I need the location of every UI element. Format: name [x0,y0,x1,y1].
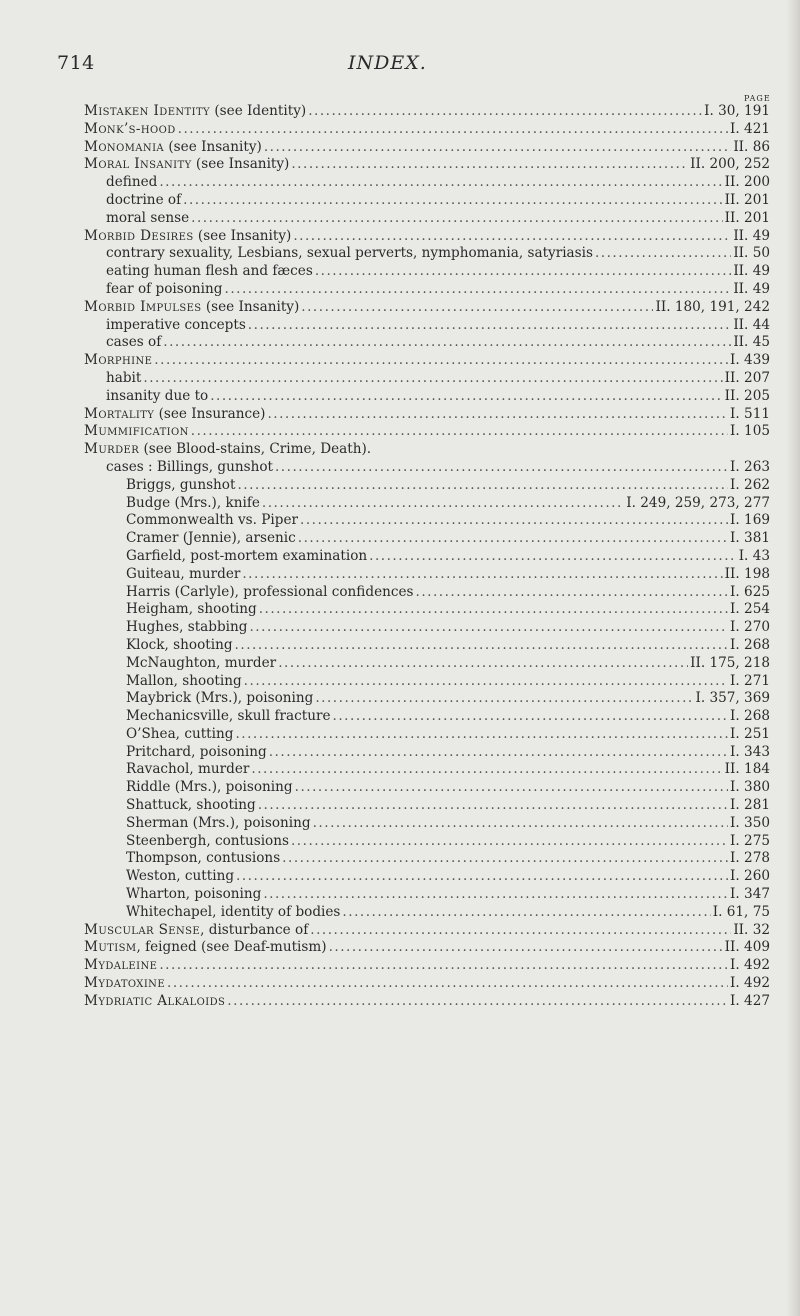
dot-leader [167,975,728,993]
page-reference: II. 44 [733,316,770,333]
entry-text: O’Shea, cutting [126,725,234,742]
index-entry [84,637,770,655]
page-reference: I. 381 [730,530,770,547]
index-entry [84,441,770,459]
entry-text: (see Insurance) [154,405,266,422]
dot-leader [262,495,624,513]
dot-leader [143,370,722,388]
index-entry [84,388,770,406]
dot-leader [191,423,728,441]
entry-label [126,673,242,691]
page-reference: II. 200 [724,174,770,191]
dot-leader [313,815,728,833]
page-reference: II. 86 [733,138,770,155]
entry-heading: Muscular Sense [84,921,201,938]
entry-label [126,726,233,744]
index-entry [84,673,770,691]
entry-label [84,121,176,139]
entry-text: Shattuck, shooting [126,797,256,814]
entry-text: defined [106,174,158,191]
index-entry [84,459,770,477]
entry-text: Guiteau, murder [126,565,241,582]
page-reference: I. 251 [730,725,770,742]
entry-label [126,690,313,708]
entry-label [84,975,165,993]
index-entry [84,584,770,602]
entry-text: Mechanicsville, skull fracture [126,708,331,725]
index-entry [84,548,770,566]
page-reference: I. 30, 191 [704,103,770,119]
page-reference: II. 409 [724,939,770,956]
dot-leader [258,797,728,815]
page-reference: II. 32 [733,921,770,938]
index-entry [84,334,770,352]
entry-label [106,317,246,335]
entry-text: (see Insanity) [201,298,300,315]
index-entry [84,103,770,121]
entry-heading: Murder [84,441,140,458]
index-entry [84,975,770,993]
page-reference: I. 263 [730,458,770,475]
dot-leader [416,584,729,602]
entry-label [84,939,327,957]
index-entry [84,317,770,335]
dot-leader [235,726,728,744]
entry-text: eating human flesh and fæces [106,263,313,280]
entry-label [84,922,308,940]
entry-label [126,477,235,495]
entry-text: Heigham, shooting [126,601,257,618]
page-reference: II. 207 [724,369,770,386]
entry-label [106,459,273,477]
entry-heading: Mortality [84,405,155,422]
dot-leader [310,922,731,940]
index-entry [84,815,770,833]
entry-text: (see Blood-stains, Crime, Death). [139,441,372,458]
index-entry [84,530,770,548]
page-reference: I. 260 [730,868,770,885]
index-entries [84,103,770,1011]
page-reference: II. 49 [733,280,770,297]
page-reference: I. 343 [730,743,770,760]
entry-text: cases of [106,334,162,351]
index-entry [84,886,770,904]
page-reference: I. 357, 369 [695,690,770,707]
entry-label [126,833,289,851]
page-reference: I. 380 [730,779,770,796]
entry-text: Budge (Mrs.), knife [126,494,260,511]
entry-text: , feigned (see Deaf-mutism) [136,939,327,956]
index-entry [84,957,770,975]
page-reference: I. 625 [730,583,770,600]
dot-leader [227,993,728,1011]
entry-label [126,886,261,904]
index-entry [84,690,770,708]
entry-text: Cramer (Jennie), arsenic [126,530,296,547]
page-reference: I. 511 [730,405,770,422]
dot-leader [242,566,722,584]
entry-label [126,548,367,566]
page-reference: I. 347 [730,886,770,903]
entry-text: (see Identity) [210,103,307,119]
page-reference: I. 270 [730,619,770,636]
entry-label [84,299,299,317]
running-title: INDEX. [348,52,427,74]
entry-text: Hughes, stabbing [126,619,248,636]
page-reference: II. 49 [733,263,770,280]
dot-leader [291,833,728,851]
entry-text: Steenbergh, contusions [126,832,289,849]
page-reference: II. 180, 191, 242 [655,298,770,315]
index-entry [84,761,770,779]
entry-text: Whitechapel, identity of bodies [126,903,341,920]
entry-label [84,441,371,459]
index-entry [84,406,770,424]
entry-label [126,637,233,655]
page-reference: I. 278 [730,850,770,867]
dot-leader [191,210,723,228]
dot-leader [329,939,723,957]
page-reference: II. 175, 218 [690,654,770,671]
index-entry [84,619,770,637]
entry-label [126,601,257,619]
dot-leader [159,957,728,975]
entry-heading: Morbid Desires [84,227,194,244]
index-entry [84,139,770,157]
dot-leader [301,299,653,317]
dot-leader [267,406,728,424]
index-entry [84,156,770,174]
dot-leader [269,744,728,762]
page-reference: I. 169 [730,512,770,529]
entry-label [106,388,208,406]
dot-leader [259,601,728,619]
index-entry [84,922,770,940]
dot-leader [263,886,728,904]
entry-heading: Moral Insanity [84,156,192,173]
entry-text: fear of poisoning [106,280,223,297]
dot-leader [291,156,688,174]
entry-text: Mallon, shooting [126,672,242,689]
entry-label [84,406,265,424]
page-reference: I. 421 [730,120,770,137]
page-reference: II. 45 [733,334,770,351]
dot-leader [244,673,728,691]
page-reference: II. 198 [724,565,770,582]
page-reference: II. 184 [724,761,770,778]
entry-text: imperative concepts [106,316,246,333]
entry-text: Commonwealth vs. Piper [126,512,299,529]
entry-heading: Monomania [84,138,165,155]
entry-label [106,245,593,263]
dot-leader [298,530,728,548]
dot-leader [264,139,731,157]
page-reference: II. 201 [724,209,770,226]
entry-text: Riddle (Mrs.), poisoning [126,779,293,796]
index-entry [84,744,770,762]
entry-label [84,957,157,975]
entry-text: insanity due to [106,387,209,404]
entry-text: Garfield, post-mortem examination [126,547,368,564]
entry-label [84,156,289,174]
index-entry [84,601,770,619]
index-entry [84,281,770,299]
index-entry [84,477,770,495]
index-entry [84,779,770,797]
index-entry [84,210,770,228]
index-entry [84,655,770,673]
index-entry [84,726,770,744]
entry-label [84,993,225,1011]
index-entry [84,192,770,210]
entry-text: Thompson, contusions [126,850,281,867]
entry-text: Wharton, poisoning [126,886,262,903]
page-reference: I. 268 [730,636,770,653]
entry-heading: Mutism [84,939,137,956]
entry-heading: Morphine [84,352,153,369]
page-edge-shadow [786,0,800,1316]
index-entry [84,904,770,922]
dot-leader [342,904,710,922]
entry-text: Briggs, gunshot [126,476,236,493]
dot-leader [315,263,732,281]
entry-text: Weston, cutting [126,868,235,885]
entry-label [126,655,276,673]
index-entry [84,708,770,726]
page-reference: II. 50 [733,245,770,262]
entry-heading: Mydatoxine [84,975,166,992]
entry-text: doctrine of [106,191,182,208]
dot-leader [210,388,722,406]
page-reference: I. 275 [730,832,770,849]
entry-label [126,512,298,530]
entry-label [126,850,280,868]
entry-label [106,281,223,299]
entry-label [106,210,189,228]
entry-text: Sherman (Mrs.), poisoning [126,814,311,831]
dot-leader [178,121,728,139]
index-entry [84,299,770,317]
page-reference: I. 61, 75 [712,903,770,920]
index-entry [84,370,770,388]
entry-label [126,530,296,548]
index-entry [84,174,770,192]
index-entry [84,352,770,370]
entry-label [126,619,247,637]
dot-leader [300,512,728,530]
dot-leader [251,761,722,779]
index-entry [84,833,770,851]
dot-leader [225,281,732,299]
dot-leader [275,459,728,477]
dot-leader [154,352,728,370]
page-reference: I. 492 [730,975,770,992]
entry-label [106,334,161,352]
dot-leader [282,850,728,868]
entry-label [84,228,291,246]
dot-leader [248,317,732,335]
entry-label [84,103,306,121]
entry-heading: Mistaken Identity [84,103,211,119]
page-reference: II. 200, 252 [690,156,770,173]
entry-label [126,904,340,922]
index-entry [84,797,770,815]
entry-text: (see Insanity) [191,156,290,173]
entry-text: Klock, shooting [126,636,233,653]
dot-leader [237,477,728,495]
entry-label [106,174,157,192]
entry-label [84,423,189,441]
index-entry [84,121,770,139]
page-reference: I. 427 [730,992,770,1009]
index-entry [84,939,770,957]
entry-text: contrary sexuality, Lesbians, sexual perverts, nymphomania, satyriasis [106,245,593,262]
entry-label [126,744,267,762]
index-entry [84,228,770,246]
entry-label [126,761,249,779]
entry-heading: Morbid Impulses [84,298,202,315]
page-column-heading: PAGE [744,94,771,103]
index-entry [84,868,770,886]
page-reference: I. 439 [730,352,770,369]
entry-text: Ravachol, murder [126,761,250,778]
entry-label [126,584,414,602]
dot-leader [369,548,737,566]
index-entry [84,850,770,868]
entry-label [84,139,262,157]
index-entry [84,495,770,513]
index-entry [84,245,770,263]
page-reference: I. 268 [730,708,770,725]
entry-label [84,352,152,370]
entry-label [126,495,260,513]
entry-label [126,779,293,797]
entry-heading: Mummification [84,423,189,440]
dot-leader [235,637,728,655]
page-reference: I. 105 [730,423,770,440]
entry-heading: Monk’s-hood [84,120,176,137]
entry-label [106,370,141,388]
page-reference: II. 201 [724,191,770,208]
page-reference: I. 262 [730,476,770,493]
entry-label [106,263,313,281]
entry-label [126,566,240,584]
entry-text: , disturbance of [200,921,309,938]
page-reference: II. 49 [733,227,770,244]
entry-text: (see Insanity) [193,227,292,244]
index-entry [84,566,770,584]
entry-heading: Mydaleine [84,957,158,974]
dot-leader [183,192,723,210]
entry-text: cases : Billings, gunshot [106,458,273,475]
entry-label [126,815,311,833]
dot-leader [159,174,722,192]
dot-leader [236,868,728,886]
dot-leader [595,245,731,263]
page-reference: I. 350 [730,814,770,831]
entry-label [106,192,181,210]
index-entry [84,512,770,530]
page-reference: I. 254 [730,601,770,618]
index-entry [84,993,770,1011]
entry-heading: Mydriatic Alkaloids [84,992,226,1009]
page-reference: I. 281 [730,797,770,814]
entry-text: moral sense [106,209,190,226]
entry-text: Harris (Carlyle), professional confidences [126,583,414,600]
entry-text: McNaughton, murder [126,654,277,671]
page-reference: I. 492 [730,957,770,974]
dot-leader [333,708,729,726]
dot-leader [278,655,688,673]
entry-text: (see Insanity) [164,138,262,155]
page-reference: I. 43 [738,547,770,564]
entry-text: habit [106,369,142,386]
dot-leader [308,103,702,121]
dot-leader [293,228,731,246]
page-reference: I. 249, 259, 273, 277 [626,494,770,511]
entry-label [126,708,331,726]
entry-label [126,797,256,815]
page-reference: I. 271 [730,672,770,689]
index-entry [84,423,770,441]
entry-text: Pritchard, poisoning [126,743,267,760]
entry-text: Maybrick (Mrs.), poisoning [126,690,314,707]
dot-leader [315,690,693,708]
entry-label [126,868,234,886]
dot-leader [249,619,728,637]
dot-leader [295,779,728,797]
dot-leader [163,334,731,352]
page-number: 714 [57,52,95,74]
index-entry [84,263,770,281]
page-reference: II. 205 [724,387,770,404]
